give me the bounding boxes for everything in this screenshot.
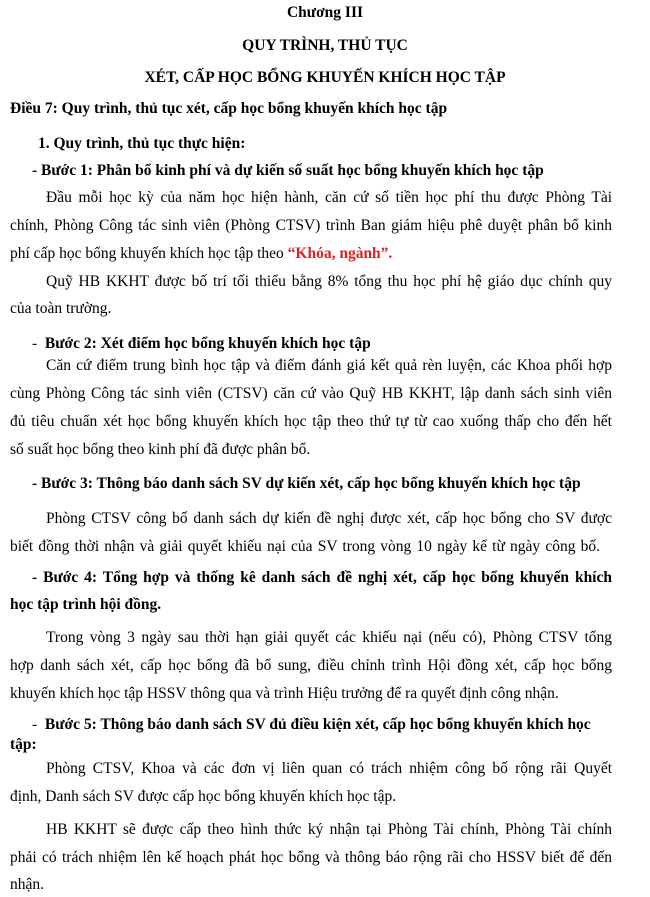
step3-line2: biết đồng thời nhận và giải quyết khiếu nại của SV trong vòng 10 ngày kể từ ngày công bố. xyxy=(10,538,600,555)
step5-heading-line1 xyxy=(32,715,612,735)
article-heading: Điều 7: Quy trình, thủ tục xét, cấp học bổng khuyến khích học tập xyxy=(10,100,448,117)
step5-para1-line2: định, Danh sách SV được cấp học bổng khuyến khích học tập. xyxy=(10,788,397,805)
step5-heading-line2: tập: xyxy=(10,736,37,753)
chapter-heading: Chương III xyxy=(286,4,364,21)
step2-heading xyxy=(32,334,371,354)
step5-para2-line1: HB KKHT sẽ được cấp theo hình thức ký nhận tại Phòng Tài chính, Phòng Tài chính xyxy=(46,821,612,838)
step4-heading-line2: học tập trình hội đồng. xyxy=(10,596,162,613)
step1-para1-line2: chính, Phòng Công tác sinh viên (Phòng CTSV) trình Ban giám hiệu phê duyệt phân bổ kinh xyxy=(10,217,612,234)
step2-line2: cùng Phòng Công tác sinh viên (CTSV) căn cứ vào Quỹ HB KKHT, lập danh sách sinh viên xyxy=(10,385,612,402)
khoa-nganh-highlight: “Khóa, ngành”. xyxy=(287,245,393,262)
step4-line1: Trong vòng 3 ngày sau thời hạn giải quyết các khiếu nại (nếu có), Phòng CTSV tổng xyxy=(46,629,612,646)
step2-line3: đủ tiêu chuẩn xét học bổng khuyến khích học tập theo thứ tự từ cao xuống thấp cho đến hết xyxy=(10,413,612,430)
chapter-title-line-2: XÉT, CẤP HỌC BỔNG KHUYẾN KHÍCH HỌC TẬP xyxy=(144,69,506,86)
step4-heading-line1: - Bước 4: Tổng hợp và thống kê danh sách đề nghị xét, cấp học bổng khuyến khích xyxy=(32,569,612,586)
step2-line1: Căn cứ điểm trung bình học tập và điểm đánh giá kết quả rèn luyện, các Khoa phối hợp xyxy=(46,357,612,374)
section-heading: 1. Quy trình, thủ tục thực hiện: xyxy=(38,135,246,152)
step5-para2-line3: nhận. xyxy=(10,876,45,893)
step5-para2-line2: phải có trách nhiệm lên kế hoạch phát học bổng và thông báo rộng rãi cho HSSV biết để đến xyxy=(10,849,612,866)
step1-para1-line3-text: phí cấp học bổng khuyến khích học tập theo xyxy=(10,245,288,262)
step3-heading: - Bước 3: Thông báo danh sách SV dự kiến xét, cấp học bổng khuyến khích học tập xyxy=(32,475,581,492)
step3-line1: Phòng CTSV công bố danh sách dự kiến đề nghị được xét, cấp học bổng cho SV được xyxy=(46,510,612,527)
step2-line4: số suất học bổng theo kinh phí đã được phân bổ. xyxy=(10,441,311,458)
step2-dash: - xyxy=(32,335,38,352)
step5-para1-line1: Phòng CTSV, Khoa và các đơn vị liên quan có trách nhiệm công bố rộng rãi Quyết xyxy=(46,760,612,777)
step1-heading: - Bước 1: Phân bổ kinh phí và dự kiến số suất học bổng khuyến khích học tập xyxy=(32,162,544,179)
step1-para2-line2: của toàn trường. xyxy=(10,300,112,317)
step5-dash: - xyxy=(32,716,38,733)
step4-line2: hợp danh sách xét, cấp học bổng đã bổ sung, điều chỉnh trình Hội đồng xét, cấp học bổng xyxy=(10,657,612,674)
step5-heading-text: Bước 5: Thông báo danh sách SV đủ điều kiện xét, cấp học bổng khuyến khích học xyxy=(44,716,591,733)
step1-para1-line1: Đầu mỗi học kỳ của năm học hiện hành, căn cứ số tiền học phí thu được Phòng Tài xyxy=(46,189,612,206)
chapter-title-line-1: QUY TRÌNH, THỦ TỤC xyxy=(242,37,408,54)
step2-heading-text: Bước 2: Xét điểm học bổng khuyến khích học tập xyxy=(44,335,371,352)
step4-line3: khuyến khích học tập HSSV thông qua và trình Hiệu trưởng để ra quyết định công nhận. xyxy=(10,685,559,702)
step1-para1-line3 xyxy=(10,244,392,264)
step1-para2-line1: Quỹ HB KKHT được bố trí tối thiểu bằng 8% tổng thu học phí hệ giáo dục chính quy xyxy=(46,273,612,290)
